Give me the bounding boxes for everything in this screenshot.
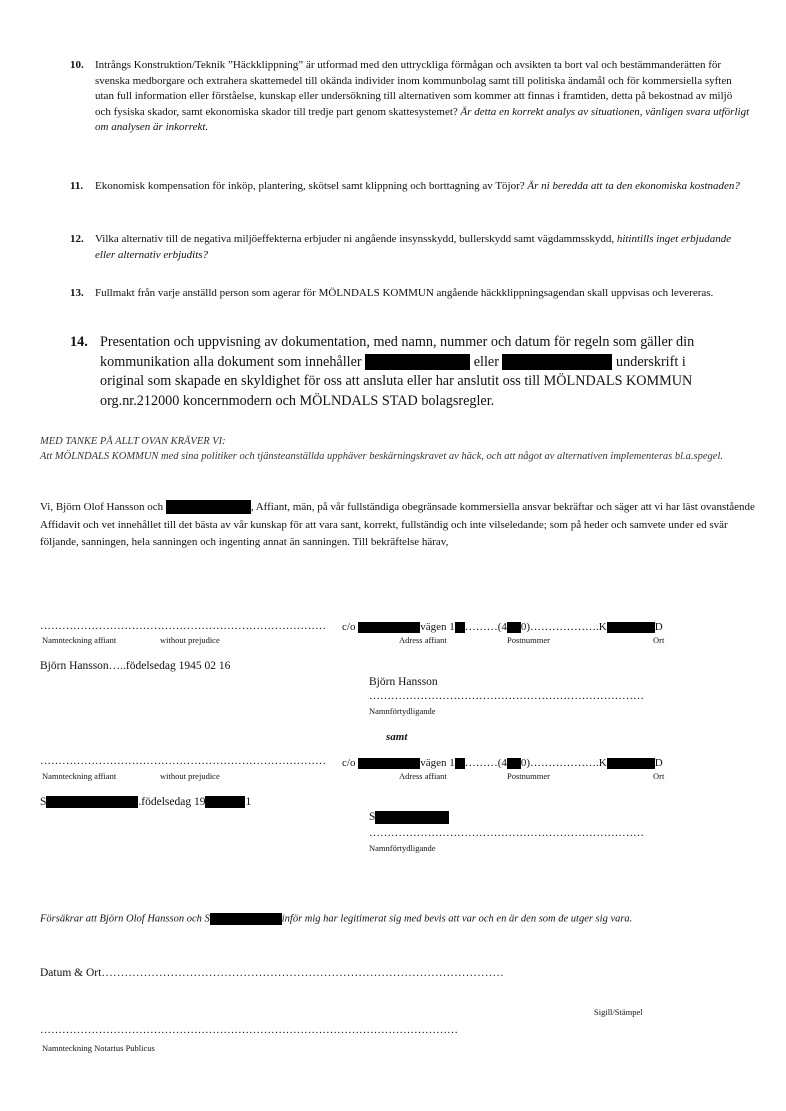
city-end: D — [654, 621, 663, 633]
item-question: hitintills inget erbjudande eller alternativ erbjudits? — [95, 233, 732, 261]
item-question: Är detta en korrekt analys av situationen, vänligen svara utförligt om analysen är inkorrekt. — [95, 105, 750, 133]
street-suffix: vägen 1 — [420, 621, 455, 633]
item-text: Intrångs Konstruktion/Teknik ”Häckklippning” är utformad med den uttryckliga förmågan och avsikten ta bort val och bestämmanderätten för svenska medborgare och extrahera skattemedel till okända individer inom kommunbolag samt till politiska ändamål och för kommersiella syften utan full information eller förståelse, kunskap eller undersökning till alternativen som kommer att finnas i framtiden, detta på bekostnad av miljö och fysiska skador, samt ekonomiska skador till tredje part genom skattesystemet? — [95, 59, 733, 118]
item-number: 14. — [70, 334, 88, 350]
item-question: Är ni beredda att ta den ekonomiska kostnaden? — [527, 180, 740, 192]
item-text: Presentation och uppvisning av dokumentation, med namn, nummer och datum för regeln som gäller din kommunikation alla dokument som innehåller — [100, 334, 695, 370]
samt-label: samt — [386, 731, 408, 743]
redaction — [46, 796, 138, 808]
redaction — [375, 811, 449, 824]
seal-label: Sigill/Stämpel — [594, 1007, 643, 1017]
birth-line-1: Björn Hansson…..födelsedag 1945 02 16 — [40, 660, 231, 672]
affidavit-text: , Affiant, män, på vår fullständiga obegränsade kommersiella ansvar bekräftar och säger att vi har läst ovanstående Affidavit och vet innehållet till det bästa av vår kunskap för att vara sant, korrekt, fullständig och inte vilseledande; som på heder och samvete under ed svär följande, sanningen, hela sanningen och ingenting annat än sanningen. Till bekräftelse härav, — [40, 501, 755, 548]
birth-end: 1 — [245, 796, 252, 808]
item-number: 13. — [70, 287, 84, 299]
postcode-end: 0)……………….K — [520, 621, 607, 633]
affidavit-paragraph — [40, 499, 760, 552]
demand-heading: MED TANKE PÅ ALLT OVAN KRÄVER VI: — [40, 436, 226, 447]
postcode-start: ………(4 — [464, 757, 507, 769]
name-line-1: ………………………………………………………………… — [369, 690, 644, 702]
item-number: 12. — [70, 233, 84, 245]
label-address: Adress affiant — [399, 771, 447, 781]
list-item-13 — [70, 286, 750, 302]
birth-line-2 — [40, 796, 251, 808]
label-ort: Ort — [653, 771, 665, 781]
postcode-start: ………(4 — [464, 621, 507, 633]
printed-name-2 — [369, 811, 449, 824]
signature-line: …………………………………………………………………… — [40, 620, 326, 632]
redaction — [358, 622, 420, 633]
redaction — [358, 758, 420, 769]
notary-statement-start: Försäkrar att Björn Olof Hansson och S — [40, 913, 210, 925]
birth-mid: .födelsedag 19 — [138, 796, 206, 808]
label-address: Adress affiant — [399, 635, 447, 645]
notary-statement — [40, 913, 632, 925]
birth-start: S — [40, 796, 47, 808]
list-item-10 — [70, 58, 750, 136]
signature-line: …………………………………………………………………… — [40, 755, 326, 767]
label-ort: Ort — [653, 635, 665, 645]
redaction — [507, 758, 521, 769]
list-item-12 — [70, 232, 750, 263]
redaction — [205, 796, 245, 808]
label-postnr: Postnummer — [507, 635, 550, 645]
item-text: Vilka alternativ till de negativa miljöeffekterna erbjuder ni angående insynsskydd, bullerskydd samt vägdammsskydd, — [95, 233, 615, 245]
label-name-1: Namnförtydligande — [369, 706, 436, 716]
item-number: 10. — [70, 59, 84, 71]
label-affiant: Namnteckning affiant — [42, 771, 117, 781]
redaction — [166, 500, 251, 514]
postcode-end: 0)……………….K — [520, 757, 607, 769]
co-label: c/o — [342, 621, 356, 633]
redaction — [365, 354, 470, 370]
item-text: Fullmakt från varje anställd person som agerar för MÖLNDALS KOMMUN angående häckklippningsagendan skall uppvisas och levereras. — [95, 287, 714, 299]
date-place-line: Datum & Ort…………………………………………………………………………………………… — [40, 967, 504, 979]
notary-sign-line: …………………………………………………………………………………………………… — [40, 1024, 458, 1036]
street-suffix: vägen 1 — [420, 757, 455, 769]
printed-name-start: S — [369, 811, 376, 824]
redaction — [507, 622, 521, 633]
address-line-2 — [342, 757, 663, 769]
affidavit-prefix: Vi, Björn Olof Hansson och — [40, 501, 164, 513]
redaction — [455, 758, 465, 769]
address-line-1 — [342, 621, 663, 633]
item-text-end: underskrift i original som skapade en skyldighet för oss att ansluta eller har anslutit oss till MÖLNDALS KOMMUN org.nr.212000 koncernmodern och MÖLNDALS STAD bolagsregler. — [100, 353, 693, 409]
redaction — [607, 758, 655, 769]
label-affiant: Namnteckning affiant — [42, 635, 117, 645]
item-text: Ekonomisk kompensation för inköp, plantering, skötsel samt klippning och borttagning av Töjor? — [95, 180, 525, 192]
redaction — [455, 622, 465, 633]
notary-statement-end: inför mig har legitimerat sig med bevis att var och en är den som de utger sig vara. — [281, 913, 633, 925]
redaction — [607, 622, 655, 633]
list-item-11 — [70, 179, 750, 195]
label-without-prejudice: without prejudice — [160, 635, 220, 645]
label-without-prejudice: without prejudice — [160, 771, 220, 781]
city-end: D — [654, 757, 663, 769]
name-line-2: ………………………………………………………………… — [369, 827, 644, 839]
item-number: 11. — [70, 180, 84, 192]
redaction — [502, 354, 612, 370]
label-postnr: Postnummer — [507, 771, 550, 781]
co-label: c/o — [342, 757, 356, 769]
redaction — [210, 913, 282, 925]
demand-block — [40, 434, 760, 464]
notary-label: Namnteckning Notarius Publicus — [42, 1043, 155, 1053]
printed-name-1: Björn Hansson — [369, 676, 438, 688]
item-text-or: eller — [473, 353, 499, 370]
list-item-14 — [70, 333, 730, 411]
demand-text: Att MÖLNDALS KOMMUN med sina politiker och tjänsteanställda upphäver beskärningskravet av häck, och att något av alternativen implementeras bl.a.spegel. — [40, 451, 723, 462]
label-name-2: Namnförtydligande — [369, 843, 436, 853]
